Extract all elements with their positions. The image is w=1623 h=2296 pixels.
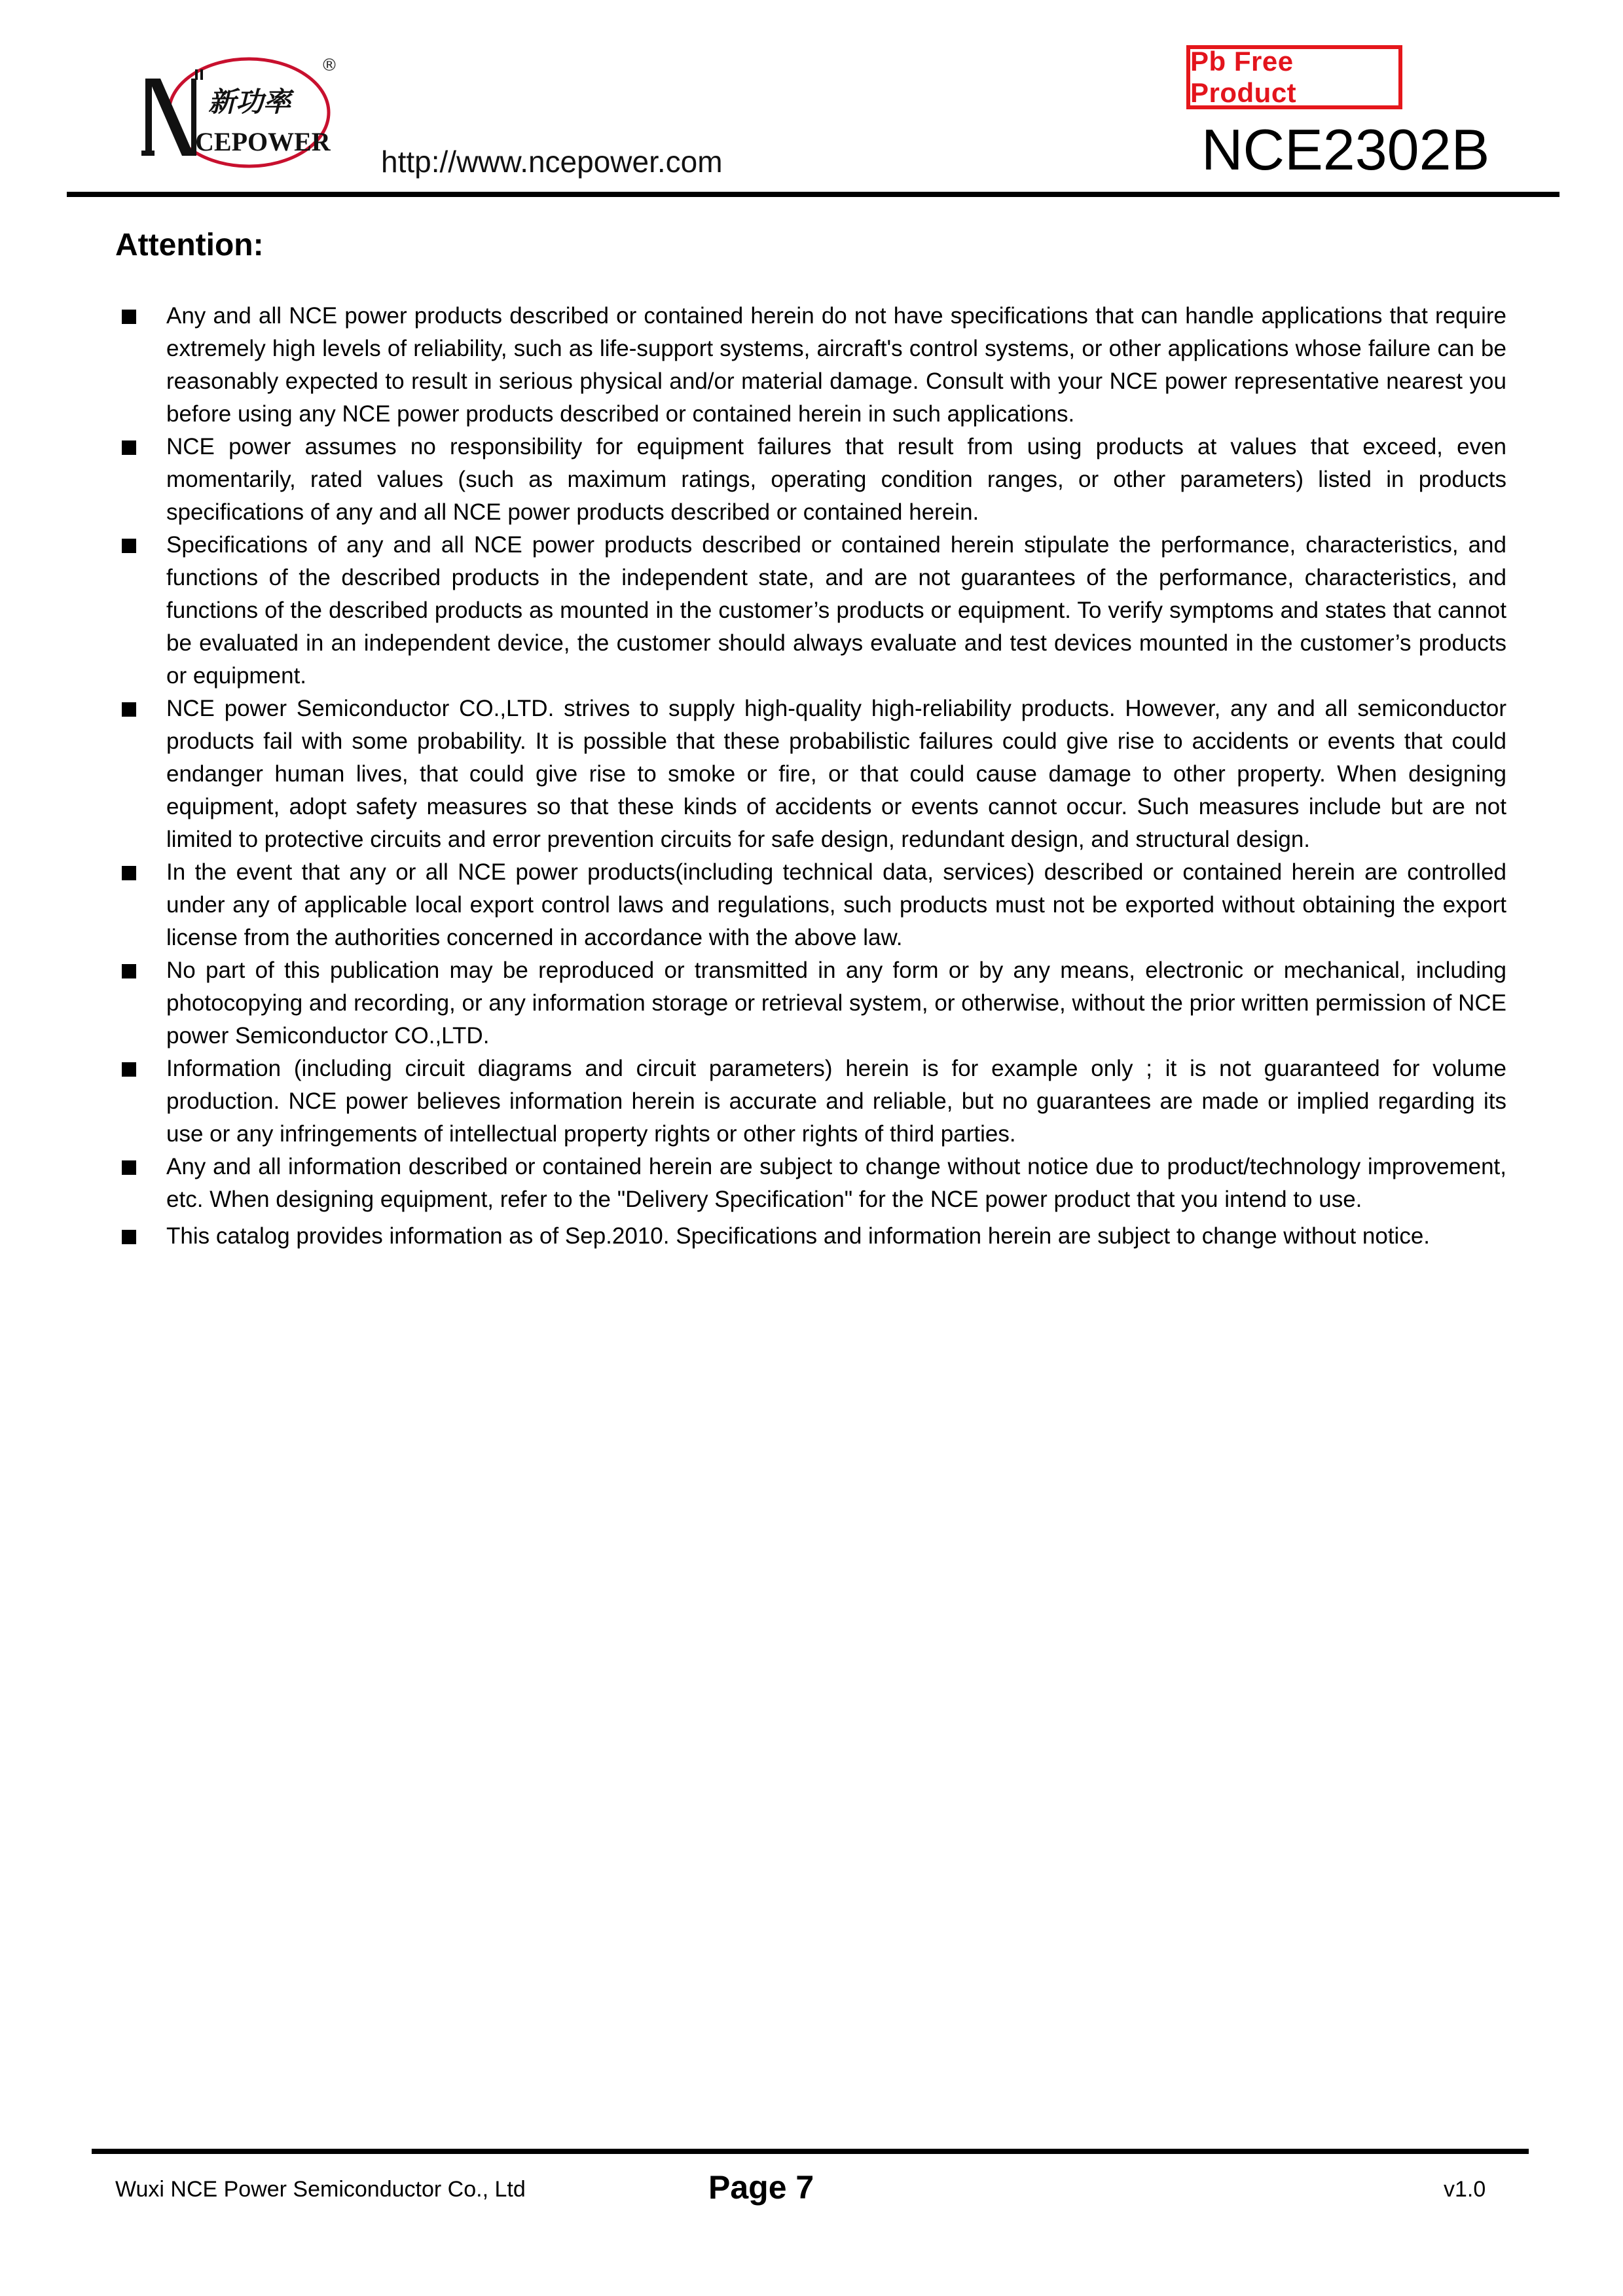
document-version: v1.0 [1444,2177,1486,2202]
note-item [115,300,1506,431]
attention-notes-list [115,300,1506,1253]
note-item [115,1151,1506,1216]
note-item [115,856,1506,954]
footer-divider [92,2149,1529,2154]
note-text: NCE power Semiconductor CO.,LTD. strives to supply high-quality high-reliability products. However, any and all semiconductor products fail with some probability. It is possible that these probabilistic failures could give rise to accidents or events that could endanger human lives, that could give rise to smoke or fire, or that could cause damage to other property. When designing equipment, adopt safety measures so that these kinds of accidents or events cannot occur. Such measures include but are not limited to protective circuits and error prevention circuits for safe design, redundant design, and structural design. [166,696,1506,852]
logo-n-shape [145,79,196,156]
note-item [115,1052,1506,1151]
registered-mark: ® [321,56,338,75]
pb-free-badge [1186,45,1402,109]
square-bullet-icon [122,539,136,553]
website-url[interactable]: http://www.ncepower.com [381,145,723,179]
square-bullet-icon [122,440,136,455]
note-item [115,529,1506,692]
part-number: NCE2302B [1201,117,1490,182]
note-text: NCE power assumes no responsibility for equipment failures that result from using products at values that exceed, even momentarily, rated values (such as maximum ratings, operating condition ranges, or other parameters) listed in products specifications of any and all NCE power products described or contained herein. [166,434,1506,525]
square-bullet-icon [122,1062,136,1077]
note-text: Any and all information described or contained herein are subject to change without notice due to product/technology improvement, etc. When designing equipment, refer to the "Delivery Specification" for the NCE power product that you intend to use. [166,1154,1506,1212]
note-text: Information (including circuit diagrams and circuit parameters) herein is for example only ; it is not guaranteed for volume production. NCE power believes information herein is accurate and reliable, but no guarantees are made or implied regarding its use or any infringements of intellectual property rights or other rights of third parties. [166,1056,1506,1147]
note-item [115,1220,1506,1253]
note-text: This catalog provides information as of Sep.2010. Specifications and information herein are subject to change without notice. [166,1223,1431,1249]
page-number: Page 7 [708,2169,814,2206]
square-bullet-icon [122,1160,136,1175]
note-item [115,692,1506,856]
footer-company-name: Wuxi NCE Power Semiconductor Co., Ltd [115,2177,526,2202]
note-item [115,431,1506,529]
square-bullet-icon [122,866,136,880]
company-logo [131,52,347,170]
square-bullet-icon [122,702,136,717]
square-bullet-icon [122,964,136,978]
note-text: No part of this publication may be reproduced or transmitted in any form or by any means, electronic or mechanical, including photocopying and recording, or any information storage or retrieval system, or otherwise, without the prior written permission of NCE power Semiconductor CO.,LTD. [166,958,1506,1049]
header-divider [67,192,1559,197]
note-text: In the event that any or all NCE power products(including technical data, services) described or contained herein are controlled under any of applicable local export control laws and regulations, such products must not be exported without obtaining the export license from the authorities concerned in accordance with the above law. [166,859,1506,950]
logo-chinese-text: 新功率 [208,86,291,118]
square-bullet-icon [122,310,136,324]
logo-brand-text: CEPOWER [195,127,331,156]
section-title: Attention: [115,228,264,262]
note-text: Specifications of any and all NCE power products described or contained herein stipulate the performance, characteristics, and functions of the described products in the independent state, and are not guarantees of the performance, characteristics, and functions of the described products as mounted in the customer’s products or equipment. To verify symptoms and states that cannot be evaluated in an independent device, the customer should always evaluate and test devices mounted in the customer’s products or equipment. [166,532,1506,689]
pb-free-label: Pb Free Product [1190,46,1297,108]
note-item [115,954,1506,1052]
note-text: Any and all NCE power products described or contained herein do not have specifications that can handle applications that require extremely high levels of reliability, such as life-support systems, aircraft's control systems, or other applications whose failure can be reasonably expected to result in serious physical and/or material damage. Consult with your NCE power representative nearest you before using any NCE power products described or contained herein in such applications. [166,303,1506,427]
square-bullet-icon [122,1230,136,1244]
